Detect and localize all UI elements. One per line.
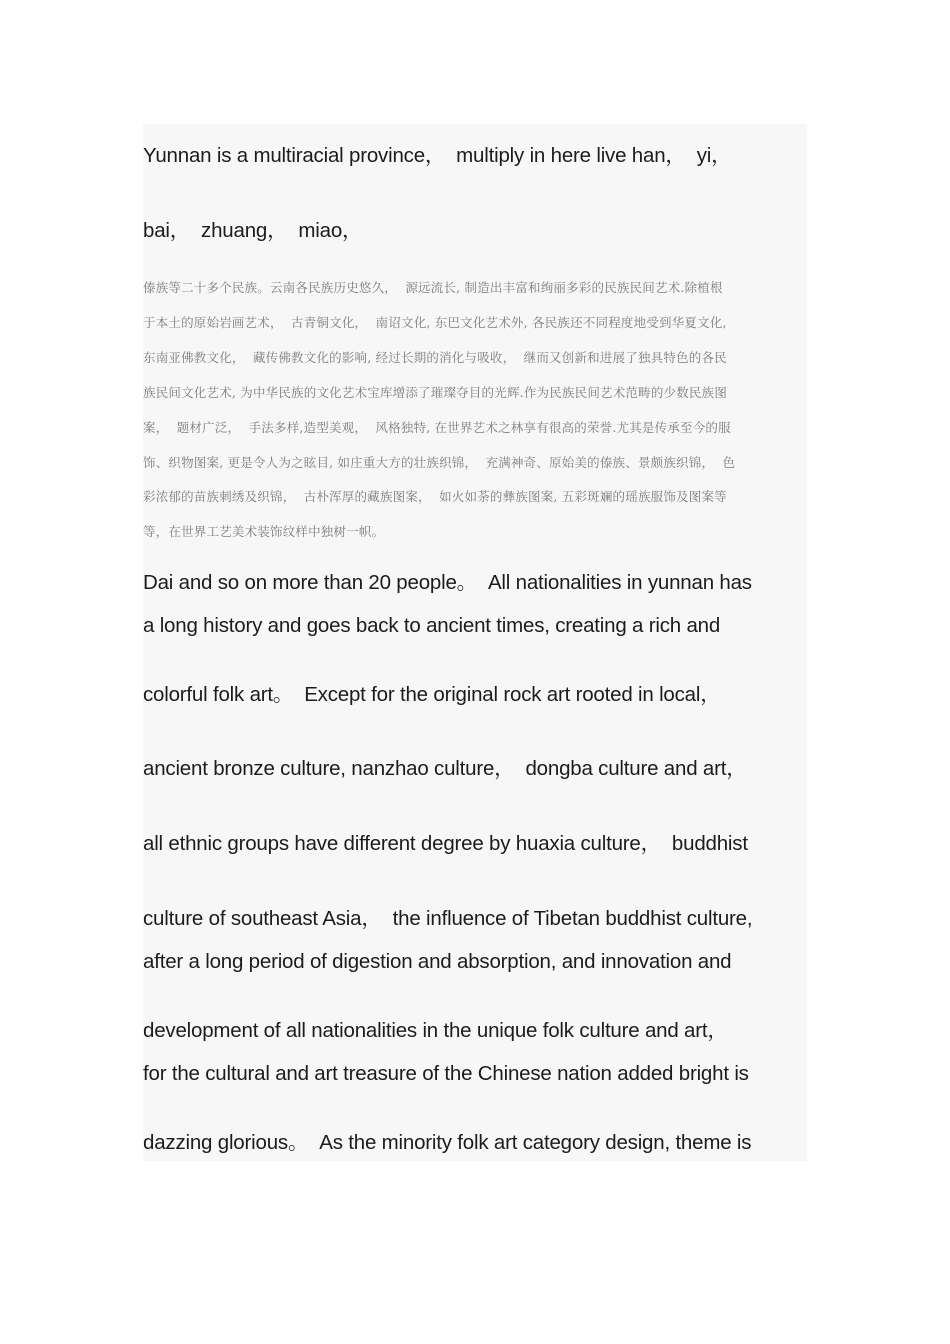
- english-paragraph-line: for the cultural and art treasure of the Chinese nation added bright is: [143, 1062, 749, 1085]
- text-content-block: [143, 124, 807, 1161]
- english-paragraph-line: dazzing glorious。 As the minority folk art category design, theme is: [143, 1131, 752, 1154]
- english-paragraph-line: a long history and goes back to ancient times, creating a rich and: [143, 614, 721, 637]
- chinese-paragraph-line: 彩浓郁的苗族刺绣及织锦， 古朴浑厚的藏族图案， 如火如荼的彝族图案, 五彩斑斓的瑶族服饰及图案等: [143, 489, 727, 504]
- english-paragraph-line: colorful folk art。 Except for the original rock art rooted in local，: [143, 683, 721, 706]
- chinese-paragraph-line: 傣族等二十多个民族。云南各民族历史悠久， 源远流长, 制造出丰富和绚丽多彩的民族民间艺术.除植根: [143, 280, 723, 295]
- intro-line: Yunnan is a multiracial province， multiply in here live han， yi，: [143, 144, 732, 167]
- english-paragraph-line: after a long period of digestion and absorption, and innovation and: [143, 950, 732, 973]
- english-paragraph-line: development of all nationalities in the unique folk culture and art，: [143, 1019, 728, 1042]
- intro-line: bai， zhuang， miao，: [143, 219, 363, 242]
- english-paragraph-line: ancient bronze culture, nanzhao culture， dongba culture and art，: [143, 757, 747, 780]
- chinese-paragraph-line: 案， 题材广泛， 手法多样,造型美观， 风格独特, 在世界艺术之林享有很高的荣誉.尤其是传承至今的服: [143, 420, 731, 435]
- english-paragraph-line: Dai and so on more than 20 people。 All nationalities in yunnan has: [143, 571, 752, 594]
- chinese-paragraph-line: 等，在世界工艺美术装饰纹样中独树一帜。: [143, 524, 385, 539]
- english-paragraph-line: culture of southeast Asia， the influence of Tibetan buddhist culture,: [143, 907, 753, 930]
- english-paragraph-line: all ethnic groups have different degree by huaxia culture， buddhist: [143, 832, 748, 855]
- chinese-paragraph-line: 东南亚佛教文化， 藏传佛教文化的影响, 经过长期的消化与吸收， 继而又创新和进展了独具特色的各民: [143, 350, 727, 365]
- chinese-paragraph-line: 饰、织物图案, 更是令人为之眩目, 如庄重大方的壮族织锦， 充满神奇、原始美的傣族、景颇族织锦， 色: [143, 455, 736, 470]
- chinese-paragraph-line: 族民间文化艺术, 为中华民族的文化艺术宝库增添了璀璨夺目的光辉.作为民族民间艺术范畴的少数民族图: [143, 385, 728, 400]
- chinese-paragraph-line: 于本土的原始岩画艺术， 古青铜文化， 南诏文化, 东巴文化艺术外, 各民族还不同程度地受到华夏文化,: [143, 315, 727, 330]
